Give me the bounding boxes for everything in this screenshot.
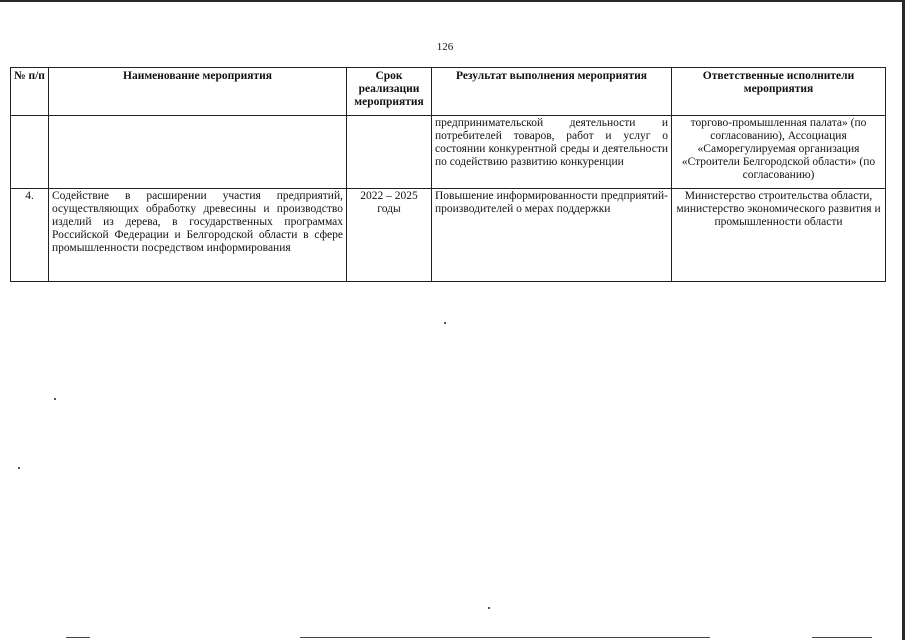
scan-border-top — [0, 0, 905, 2]
scan-edge-mark — [66, 637, 90, 638]
cell-name — [49, 116, 347, 189]
cell-result: предпринимательской деятельности и потребителей товаров, работ и услуг о состоянии конкурентной среды и деятельности по содействию развитию конкуренции — [432, 116, 672, 189]
cell-name: Содействие в расширении участия предприятий, осуществляющих обработку древесины и производство изделий из дерева, в государственных программах Российской Федерации и Белгородской области в сфере промышленности посредством информирования — [49, 189, 347, 282]
cell-responsible: торгово-промышленная палата» (по согласованию), Ассоциация «Саморегулируемая организация «Строители Белгородской области» (по согласованию) — [672, 116, 886, 189]
cell-term — [347, 116, 432, 189]
scan-edge-mark — [812, 637, 872, 638]
header-result: Результат выполнения мероприятия — [432, 68, 672, 116]
cell-num — [11, 116, 49, 189]
page-number: 126 — [436, 41, 454, 53]
scan-speck — [488, 607, 490, 609]
cell-result: Повышение информированности предприятий-производителей о мерах поддержки — [432, 189, 672, 282]
table-row — [11, 189, 886, 282]
header-num: № п/п — [11, 68, 49, 116]
header-name: Наименование мероприятия — [49, 68, 347, 116]
scan-speck — [54, 398, 56, 400]
scan-speck — [444, 322, 446, 324]
scan-speck — [18, 467, 20, 469]
scan-edge-mark — [300, 637, 710, 638]
table-header-row — [11, 68, 886, 116]
header-responsible: Ответственные исполнители мероприятия — [672, 68, 886, 116]
measures-table — [10, 67, 886, 282]
header-term: Срок реализации мероприятия — [347, 68, 432, 116]
cell-term: 2022 – 2025 годы — [347, 189, 432, 282]
cell-responsible: Министерство строительства области, министерство экономического развития и промышленности области — [672, 189, 886, 282]
table-row — [11, 116, 886, 189]
cell-num: 4. — [11, 189, 49, 282]
